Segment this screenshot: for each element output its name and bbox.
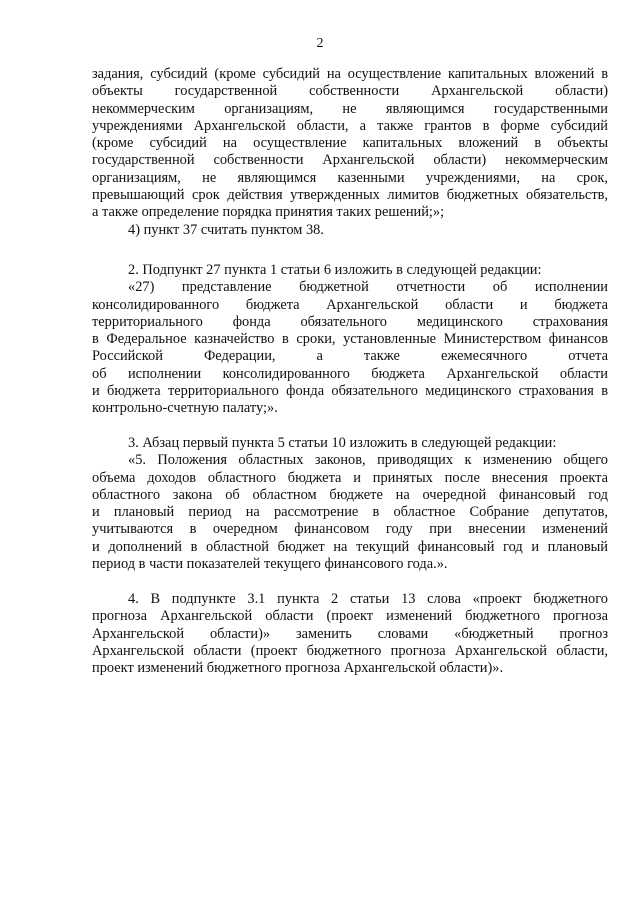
text-line: 4. В подпункте 3.1 пункта 2 статьи 13 слова «проект бюджетного <box>128 591 608 607</box>
text-line: учитываются в очередном финансовом году при внесении изменений <box>92 521 608 538</box>
paragraph-item-2 <box>92 262 608 418</box>
text-line: 2. Подпункт 27 пункта 1 статьи 6 изложить в следующей редакции: <box>128 262 542 278</box>
text-line: объекты государственной собственности Архангельской области) <box>92 83 608 100</box>
paragraph-item-3 <box>92 435 608 573</box>
text-line: а также определение порядка принятия таких решений;»; <box>92 204 445 221</box>
text-line: областного закона об областном бюджете на очередной финансовый год <box>92 486 608 503</box>
paragraph-item-4 <box>92 591 608 677</box>
text-line: контрольно-счетную палату;». <box>92 400 278 417</box>
text-line: в Федеральное казначейство в сроки, установленные Министерством финансов <box>92 331 608 348</box>
text-line: проект изменений бюджетного прогноза Архангельской области)». <box>92 660 504 677</box>
text-line: 3. Абзац первый пункта 5 статьи 10 изложить в следующей редакции: <box>128 435 557 451</box>
text-line: Российской Федерации, а также ежемесячного отчета <box>92 348 608 365</box>
text-line: территориального фонда обязательного медицинского страхования <box>92 313 608 330</box>
text-line: учреждениями Архангельской области, а также грантов в форме субсидий <box>92 117 608 134</box>
text-line: и бюджета территориального фонда обязательного медицинского страхования в <box>92 383 608 400</box>
text-line: некоммерческим организациям, не являющимся государственными <box>92 100 608 117</box>
page-number: 2 <box>316 36 324 51</box>
text-line: Архангельской области)» заменить словами «бюджетный прогноз <box>92 625 608 642</box>
text-line: (кроме субсидий на осуществление капитальных вложений в объекты <box>92 135 608 152</box>
text-line: об исполнении консолидированного бюджета Архангельской области <box>92 365 608 382</box>
text-line: прогноза Архангельской области (проект изменений бюджетного прогноза <box>92 608 608 625</box>
text-line: задания, субсидий (кроме субсидий на осуществление капитальных вложений в <box>92 66 608 82</box>
text-line: «5. Положения областных законов, приводящих к изменению общего <box>128 452 608 469</box>
text-line: государственной собственности Архангельской области) некоммерческим <box>92 152 608 169</box>
text-line: организациям, не являющимся казенными учреждениями, на срок, <box>92 169 608 186</box>
text-line: 4) пункт 37 считать пунктом 38. <box>128 221 324 238</box>
text-line: и дополнений в областной бюджет на текущий финансовый год и плановый <box>92 538 608 555</box>
text-line: консолидированного бюджета Архангельской области и бюджета <box>92 296 608 313</box>
text-line: превышающий срок действия утвержденных лимитов бюджетных обязательств, <box>92 187 608 204</box>
text-line: период в части показателей текущего финансового года.». <box>92 556 448 573</box>
text-line: объема доходов областного бюджета и принятых после внесения проекта <box>92 469 608 486</box>
text-line: Архангельской области (проект бюджетного прогноза Архангельской области, <box>92 642 608 659</box>
text-line: и плановый период на рассмотрение в областное Собрание депутатов, <box>92 504 608 521</box>
paragraph-subsidies-continuation <box>92 66 608 239</box>
text-line: «27) представление бюджетной отчетности об исполнении <box>128 279 608 296</box>
